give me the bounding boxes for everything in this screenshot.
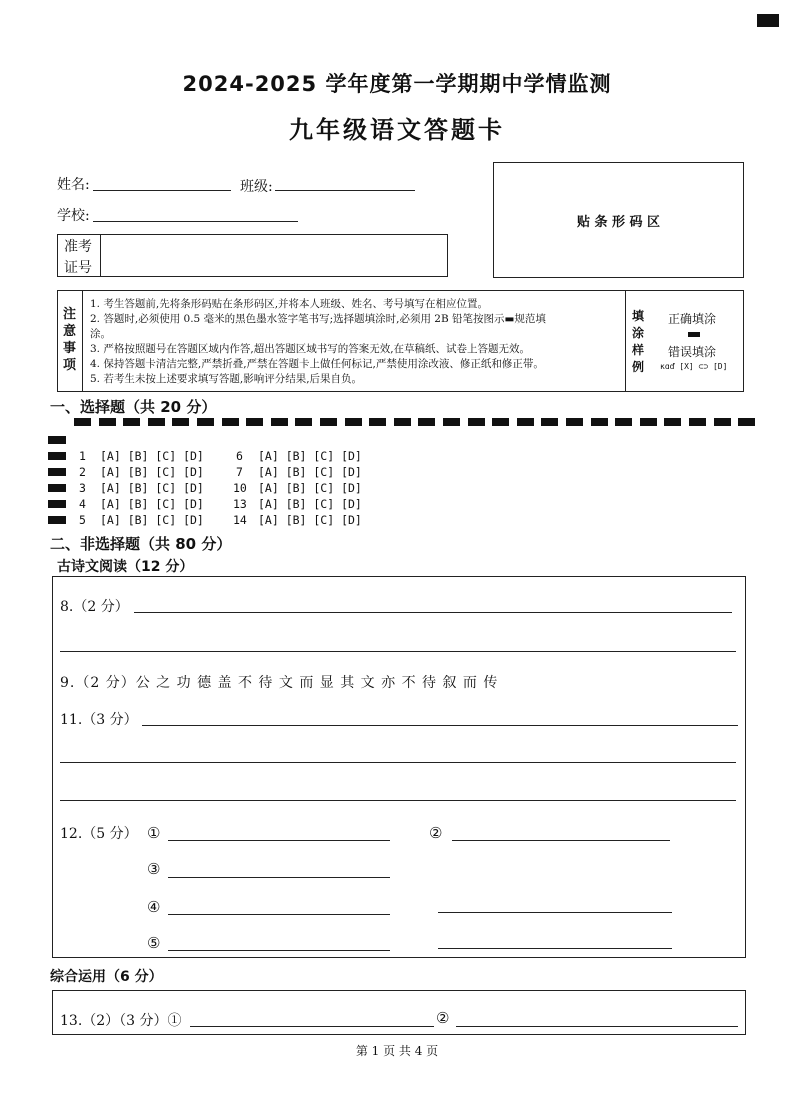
- timing-mark-top: [517, 418, 534, 426]
- option-bubbles[interactable]: [A] [B] [C] [D]: [258, 449, 362, 463]
- sample-side-label: 填 涂 样 例: [632, 309, 645, 374]
- option-bubbles[interactable]: [A] [B] [C] [D]: [258, 481, 362, 495]
- q12-line-5b[interactable]: [438, 948, 672, 949]
- timing-marks-row: [0, 418, 794, 428]
- q12-label: 12.（5 分）: [60, 826, 138, 842]
- class-label: 班级:: [240, 179, 273, 195]
- q13-circle-2: ②: [436, 1009, 450, 1027]
- q13-line-2[interactable]: [456, 1026, 738, 1027]
- barcode-label: 贴 条 形 码 区: [576, 215, 661, 230]
- timing-mark-top: [222, 418, 239, 426]
- notice-side-label: 注 意 事 项: [63, 307, 77, 373]
- option-bubbles[interactable]: [A] [B] [C] [D]: [258, 465, 362, 479]
- circle-1: ①: [147, 824, 161, 842]
- q8-answer-line[interactable]: [134, 612, 732, 613]
- timing-mark-top: [714, 418, 731, 426]
- corner-timing-mark: [757, 14, 779, 27]
- circle-3: ③: [147, 860, 161, 878]
- circle-2: ②: [429, 824, 443, 842]
- part1-title: 古诗文阅读（12 分）: [57, 559, 194, 575]
- option-bubbles[interactable]: [A] [B] [C] [D]: [258, 513, 362, 527]
- question-number: 7: [236, 465, 243, 479]
- correct-fill-label: 正确填涂: [668, 312, 717, 326]
- name-label: 姓名:: [57, 177, 90, 193]
- timing-mark-top: [689, 418, 706, 426]
- notice-divider-right: [625, 290, 626, 392]
- option-bubbles[interactable]: [A] [B] [C] [D]: [100, 465, 204, 479]
- q11-answer-line-2[interactable]: [60, 762, 736, 763]
- q12-line-3[interactable]: [168, 877, 390, 878]
- q9-text: 9.（2 分）公 之 功 德 盖 不 待 文 而 显 其 文 亦 不 待 叙 而 传: [60, 675, 499, 691]
- timing-mark-top: [640, 418, 657, 426]
- section2-title: 二、非选择题（共 80 分）: [50, 535, 232, 553]
- circle-5: ⑤: [147, 934, 161, 952]
- question-number: 5: [79, 513, 86, 527]
- section1-title: 一、选择题（共 20 分）: [50, 398, 217, 416]
- timing-mark-left: [48, 516, 66, 524]
- timing-mark-left: [48, 436, 66, 444]
- exam-id-label-top: 准考: [64, 239, 92, 255]
- exam-title: 2024-2025 学年度第一学期期中学情监测: [182, 72, 612, 96]
- timing-mark-top: [74, 418, 91, 426]
- answer-sheet-title: 九年级语文答题卡: [289, 116, 505, 144]
- timing-mark-left: [48, 484, 66, 492]
- timing-mark-top: [591, 418, 608, 426]
- notice-divider-left: [82, 290, 83, 392]
- exam-id-label-bottom: 证号: [64, 260, 92, 276]
- timing-mark-top: [738, 418, 755, 426]
- option-bubbles[interactable]: [A] [B] [C] [D]: [258, 497, 362, 511]
- timing-mark-top: [664, 418, 681, 426]
- timing-mark-top: [295, 418, 312, 426]
- q13-line-1[interactable]: [190, 1026, 434, 1027]
- correct-fill-sample: [688, 332, 700, 337]
- timing-mark-top: [123, 418, 140, 426]
- wrong-fill-sample: ĸɑď [X] ⊂⊃ [D]: [660, 362, 728, 371]
- option-bubbles[interactable]: [A] [B] [C] [D]: [100, 513, 204, 527]
- timing-mark-top: [320, 418, 337, 426]
- circle-4: ④: [147, 898, 161, 916]
- page-footer: 第 1 页 共 4 页: [355, 1044, 439, 1058]
- timing-mark-left: [48, 468, 66, 476]
- timing-mark-top: [99, 418, 116, 426]
- name-field[interactable]: [93, 190, 231, 191]
- q11-answer-line[interactable]: [142, 725, 738, 726]
- timing-mark-top: [148, 418, 165, 426]
- wrong-fill-label: 错误填涂: [668, 345, 717, 359]
- timing-mark-top: [172, 418, 189, 426]
- timing-mark-top: [541, 418, 558, 426]
- option-bubbles[interactable]: [A] [B] [C] [D]: [100, 497, 204, 511]
- timing-mark-top: [443, 418, 460, 426]
- q12-line-2[interactable]: [452, 840, 670, 841]
- option-bubbles[interactable]: [A] [B] [C] [D]: [100, 449, 204, 463]
- timing-mark-top: [345, 418, 362, 426]
- q12-line-4[interactable]: [168, 914, 390, 915]
- part2-title: 综合运用（6 分）: [50, 969, 163, 985]
- timing-mark-left: [48, 452, 66, 460]
- q12-line-4b[interactable]: [438, 912, 672, 913]
- exam-id-input[interactable]: [103, 236, 446, 275]
- timing-mark-top: [271, 418, 288, 426]
- timing-mark-top: [197, 418, 214, 426]
- timing-mark-top: [246, 418, 263, 426]
- timing-mark-top: [394, 418, 411, 426]
- q12-line-5[interactable]: [168, 950, 390, 951]
- question-number: 6: [236, 449, 243, 463]
- timing-mark-top: [566, 418, 583, 426]
- question-number: 2: [79, 465, 86, 479]
- q12-line-1[interactable]: [168, 840, 390, 841]
- school-field[interactable]: [93, 221, 298, 222]
- q11-label: 11.（3 分）: [60, 712, 138, 728]
- option-bubbles[interactable]: [A] [B] [C] [D]: [100, 481, 204, 495]
- question-number: 14: [233, 513, 247, 527]
- question-number: 1: [79, 449, 86, 463]
- timing-mark-top: [468, 418, 485, 426]
- timing-mark-top: [369, 418, 386, 426]
- timing-mark-top: [615, 418, 632, 426]
- question-number: 4: [79, 497, 86, 511]
- notice-items: 1. 考生答题前,先将条形码贴在条形码区,并将本人班级、姓名、考号填写在相应位置。 2. 答题时,必须使用 0.5 毫米的黑色墨水签字笔书写;选择题填涂时,必须用 2B 铅笔按图示▬规范填 涂。 3. 严格按照题号在答题区域内作答,超出答题区域书写的答案无效,在草稿纸、试卷上答题无效。 4. 保持答题卡清洁完整,严禁折叠,严禁在答题卡上做任何标记,严禁使用涂改液、修正纸和修正带。 5. 若考生未按上述要求填写答题,影响评分结果,后果自负。: [90, 298, 546, 385]
- q8-label: 8.（2 分）: [60, 599, 129, 615]
- timing-mark-top: [418, 418, 435, 426]
- q11-answer-line-3[interactable]: [60, 800, 736, 801]
- question-number: 13: [233, 497, 247, 511]
- exam-id-divider: [100, 234, 101, 277]
- q8-answer-line-2[interactable]: [60, 651, 736, 652]
- question-number: 10: [233, 481, 247, 495]
- timing-mark-top: [492, 418, 509, 426]
- school-label: 学校:: [57, 208, 90, 224]
- class-field[interactable]: [275, 190, 415, 191]
- q13-label: 13.（2）（3 分）①: [60, 1013, 182, 1029]
- question-number: 3: [79, 481, 86, 495]
- timing-mark-left: [48, 500, 66, 508]
